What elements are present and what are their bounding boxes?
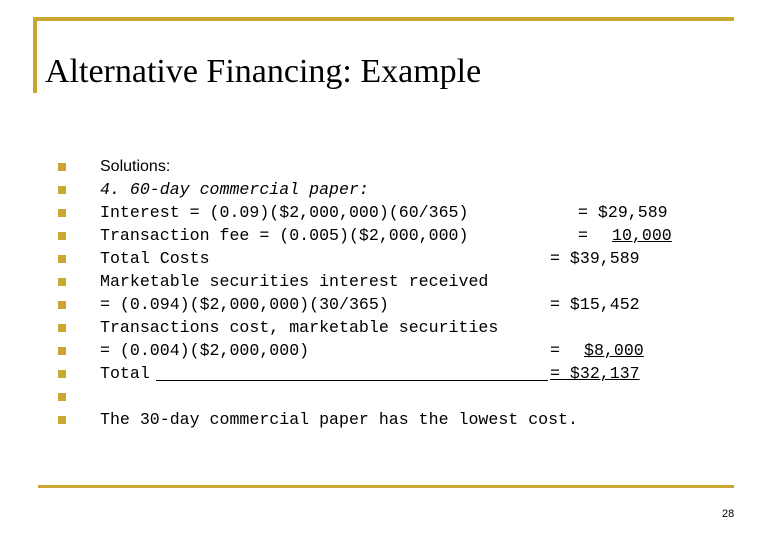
ms-cost-value: $8,000 — [584, 341, 644, 360]
conclusion-text: The 30-day commercial paper has the lowest cost. — [100, 410, 578, 429]
interest-value: = $29,589 — [578, 203, 668, 222]
total-label: Total — [100, 364, 150, 383]
fee-equals: = — [578, 226, 588, 245]
total-costs-value: = $39,589 — [550, 249, 640, 268]
page-number: 28 — [722, 508, 735, 520]
option-4-heading: 4. 60-day commercial paper: — [100, 180, 369, 199]
ms-interest-value: = $15,452 — [550, 295, 640, 314]
bullet-icon — [58, 278, 66, 286]
bullet-icon — [58, 301, 66, 309]
left-rule — [33, 17, 37, 93]
fee-value: 10,000 — [612, 226, 672, 245]
bullet-icon — [58, 347, 66, 355]
bullet-icon — [58, 324, 66, 332]
ms-cost-label: Transactions cost, marketable securities — [100, 318, 499, 337]
total-underline — [156, 380, 548, 381]
fee-label: Transaction fee = (0.005)($2,000,000) — [100, 226, 469, 245]
ms-cost-equals: = — [550, 341, 560, 360]
total-value: = $32,137 — [550, 364, 640, 383]
interest-label: Interest = (0.09)($2,000,000)(60/365) — [100, 203, 469, 222]
top-rule — [33, 17, 734, 21]
bullet-icon — [58, 163, 66, 171]
ms-interest-formula: = (0.094)($2,000,000)(30/365) — [100, 295, 389, 314]
ms-cost-formula: = (0.004)($2,000,000) — [100, 341, 310, 360]
slide-title: Alternative Financing: Example — [45, 53, 482, 90]
total-costs-label: Total Costs — [100, 249, 210, 268]
bottom-rule — [38, 485, 734, 488]
bullet-icon — [58, 416, 66, 424]
bullet-icon — [58, 255, 66, 263]
solutions-heading: Solutions: — [100, 158, 171, 175]
bullet-icon — [58, 370, 66, 378]
bullet-icon — [58, 209, 66, 217]
ms-interest-label: Marketable securities interest received — [100, 272, 489, 291]
bullet-icon — [58, 393, 66, 401]
bullet-icon — [58, 232, 66, 240]
bullet-icon — [58, 186, 66, 194]
